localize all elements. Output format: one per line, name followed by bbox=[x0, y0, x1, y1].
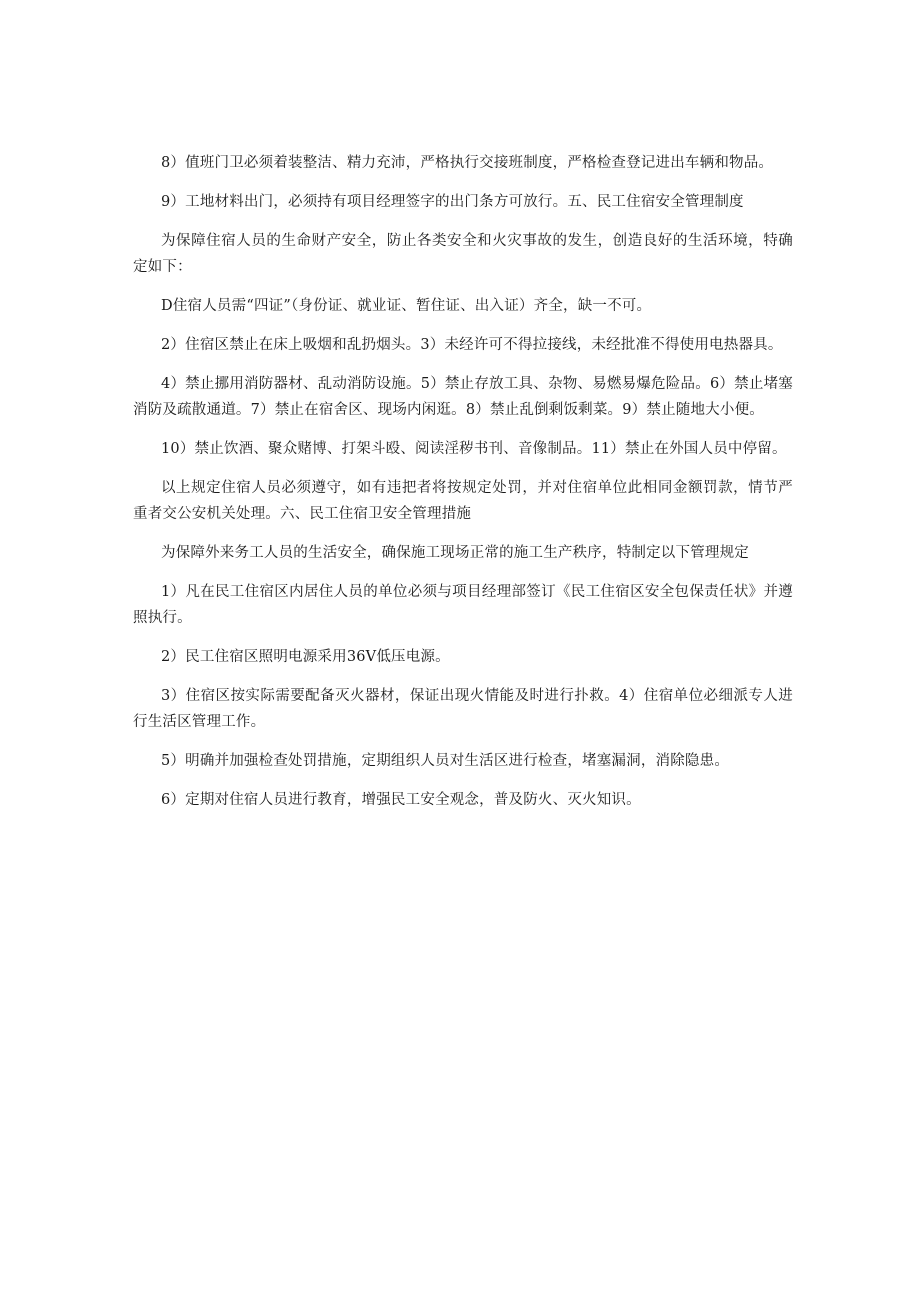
paragraph-low-voltage: 2）民工住宿区照明电源采用36V低压电源。 bbox=[161, 649, 450, 665]
paragraph-material-exit: 9）工地材料出门，必须持有项目经理签字的出门条方可放行。五、民工住宿安全管理制度 bbox=[161, 194, 744, 210]
paragraph-penalties: 以上规定住宿人员必须遵守，如有违把者将按规定处罚，并对住宿单位此相同金额罚款，情节严重者交公安机关处理。六、民工住宿卫安全管理措施 bbox=[133, 480, 793, 522]
paragraph-extinguishers: 3）住宿区按实际需要配备灭火器材，保证出现火情能及时进行扑救。4）住宿单位必细派专人进行生活区管理工作。 bbox=[133, 688, 793, 730]
paragraph-workers-safety-intro: 为保障外来务工人员的生活安全，确保施工现场正常的施工生产秩序，特制定以下管理规定 bbox=[161, 545, 749, 561]
paragraph-gatekeeper-duty: 8）值班门卫必须着装整洁、精力充沛，严格执行交接班制度，严格检查登记进出车辆和物品。 bbox=[161, 155, 774, 171]
paragraph-inspection: 5）明确并加强检查处罚措施，定期组织人员对生活区进行检查，堵塞漏洞，消除隐患。 bbox=[161, 753, 730, 769]
paragraph-education: 6）定期对住宿人员进行教育，增强民工安全观念，普及防火、灭火知识。 bbox=[161, 792, 641, 808]
paragraph-smoking-wiring: 2）住宿区禁止在床上吸烟和乱扔烟头。3）未经许可不得拉接线，未经批准不得使用电热器具。 bbox=[161, 337, 783, 353]
paragraph-responsibility-contract: 1）凡在民工住宿区内居住人员的单位必须与项目经理部签订《民工住宿区安全包保责任状》并遵照执行。 bbox=[133, 584, 793, 626]
paragraph-four-certificates: D住宿人员需“四证”（身份证、就业证、暂住证、出入证）齐全，缺一不可。 bbox=[161, 298, 652, 314]
document-body bbox=[133, 150, 793, 826]
paragraph-prohibitions: 10）禁止饮酒、聚众赌博、打架斗殴、阅读淫秽书刊、音像制品。11）禁止在外国人员中停留。 bbox=[161, 441, 787, 457]
paragraph-fire-equipment: 4）禁止挪用消防器材、乱动消防设施。5）禁止存放工具、杂物、易燃易爆危险品。6）禁止堵塞消防及疏散通道。7）禁止在宿舍区、现场内闲逛。8）禁止乱倒剩饭剩菜。9）禁止随地大小便。 bbox=[133, 376, 793, 418]
paragraph-dormitory-intro: 为保障住宿人员的生命财产安全，防止各类安全和火灾事故的发生，创造良好的生活环境，特确定如下： bbox=[133, 233, 793, 275]
